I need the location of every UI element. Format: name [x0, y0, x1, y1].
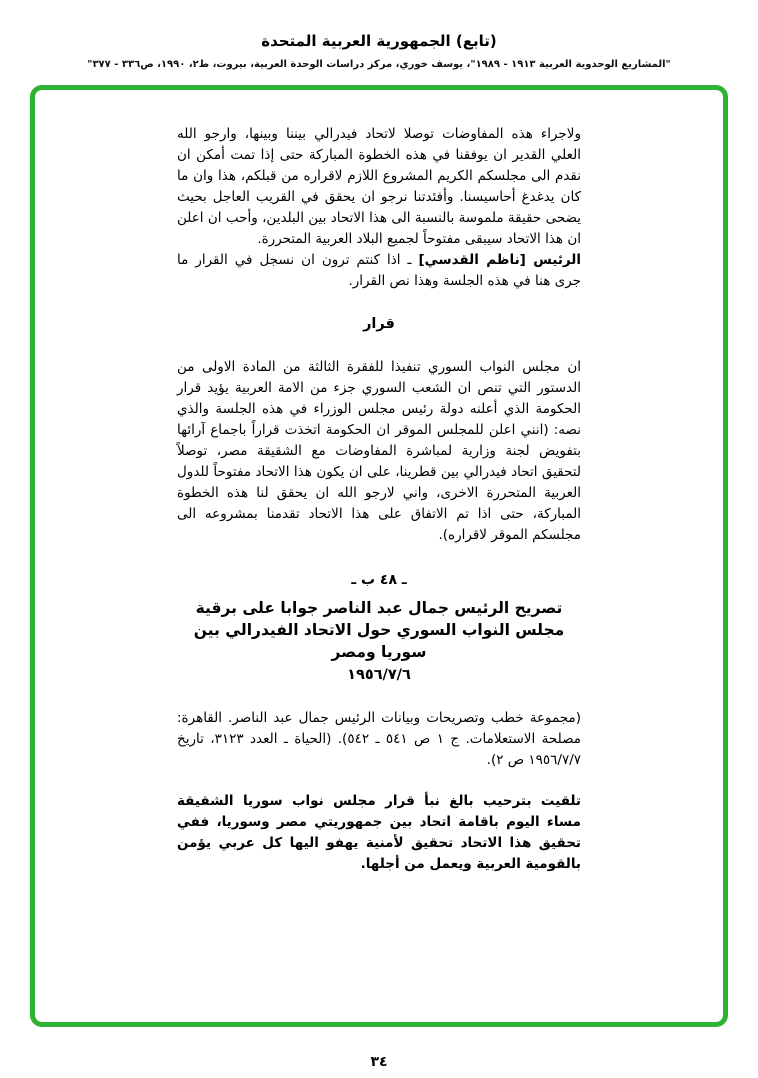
green-content-frame	[30, 85, 728, 1027]
body-paragraph-2: ان مجلس النواب السوري تنفيذا للفقرة الثالثة من المادة الاولى من الدستور التي تنص ان الشعب السوري جزء من الامة العربية يؤيد قرار الحكومة الذي أعلنه دولة رئيس مجلس الوزراء في هذه الجلسة والذي نصه: (انني اعلن للمجلس الموقر ان الحكومة اتخذت قراراً باجماع آرائها بتفويض لجنة وزارية لمباشرة المفاوضات مع الشقيقة مصر، توصلاً لتحقيق اتحاد فيدرالي بين قطرينا، على ان يكون هذا الاتحاد مفتوحاً للدول العربية المتحررة الاخرى، واني لارجو الله ان يحقق لنا هذه الخطوة المباركة، حتى اذا تم الاتفاق على هذا الاتحاد تقدمنا بمشروعه الى مجلسكم الموقر لاقراره).	[177, 359, 581, 543]
section-number: ـ ٤٨ ب ـ	[351, 572, 407, 588]
citation-line: "المشاريع الوحدوية العربية ١٩١٣ - ١٩٨٩"، يوسف خوري، مركز دراسات الوحدة العربية، بيروت، ط٢، ١٩٩٠، ص٣٣٦ - ٣٧٧"	[87, 59, 671, 70]
source-note: (مجموعة خطب وتصريحات وبيانات الرئيس جمال عبد الناصر. القاهرة: مصلحة الاستعلامات. ج ١ ص ٥٤١ ـ ٥٤٢). (الحياة ـ العدد ٣١٢٣، تاريخ ١٩٥٦/٧/٧ ص ٢).	[177, 710, 582, 768]
speaker-label: الرئيس [ناظم القدسي]	[418, 252, 581, 268]
speaker-text: ـ اذا كنتم ترون ان نسجل في القرار ما جرى هنا في هذه الجلسة وهذا نص القرار.	[177, 252, 581, 289]
document-header-title: (تابع) الجمهورية العربية المتحدة	[261, 32, 497, 50]
section-title: تصريح الرئيس جمال عبد الناصر جوابا على برقية مجلس النواب السوري حول الاتحاد الفيدرالي بين سوريا ومصر	[193, 599, 565, 661]
page-number: ٣٤	[370, 1054, 388, 1070]
section-date: ١٩٥٦/٧/٦	[347, 667, 411, 683]
decision-heading: قرار	[363, 316, 395, 332]
body-paragraph-1: ولاجراء هذه المفاوضات توصلا لاتحاد فيدرالي بيننا وبينها، وارجو الله العلي القدير ان يوفقنا في هذه الخطوة المباركة حتى إذا تمت أمكن ان نقدم الى مجلسكم الكريم المشروع اللازم لاقراره من قبلكم، هذا وان ما كان يدغدغ أحاسيسنا. وأفئدتنا نرجو ان يحقق في القريب العاجل بحيث يضحى حقيقة ملموسة بالنسبة الى هذا الاتحاد بين البلدين، وأحب ان اعلن ان هذا الاتحاد سيبقى مفتوحاً لجميع البلاد العربية المتحررة.	[177, 126, 581, 247]
final-paragraph: تلقيت بترحيب بالغ نبأ قرار مجلس نواب سوريا الشقيقة مساء اليوم باقامة اتحاد بين جمهوريتي مصر وسوريا، ففي تحقيق هذا الاتحاد تحقيق لأمنية يهفو اليها كل عربي يؤمن بالقومية العربية ويعمل من أجلها.	[177, 793, 581, 872]
text-column	[177, 124, 581, 875]
speaker-paragraph	[177, 250, 581, 292]
page-header	[0, 0, 758, 70]
page-footer	[0, 1054, 758, 1070]
